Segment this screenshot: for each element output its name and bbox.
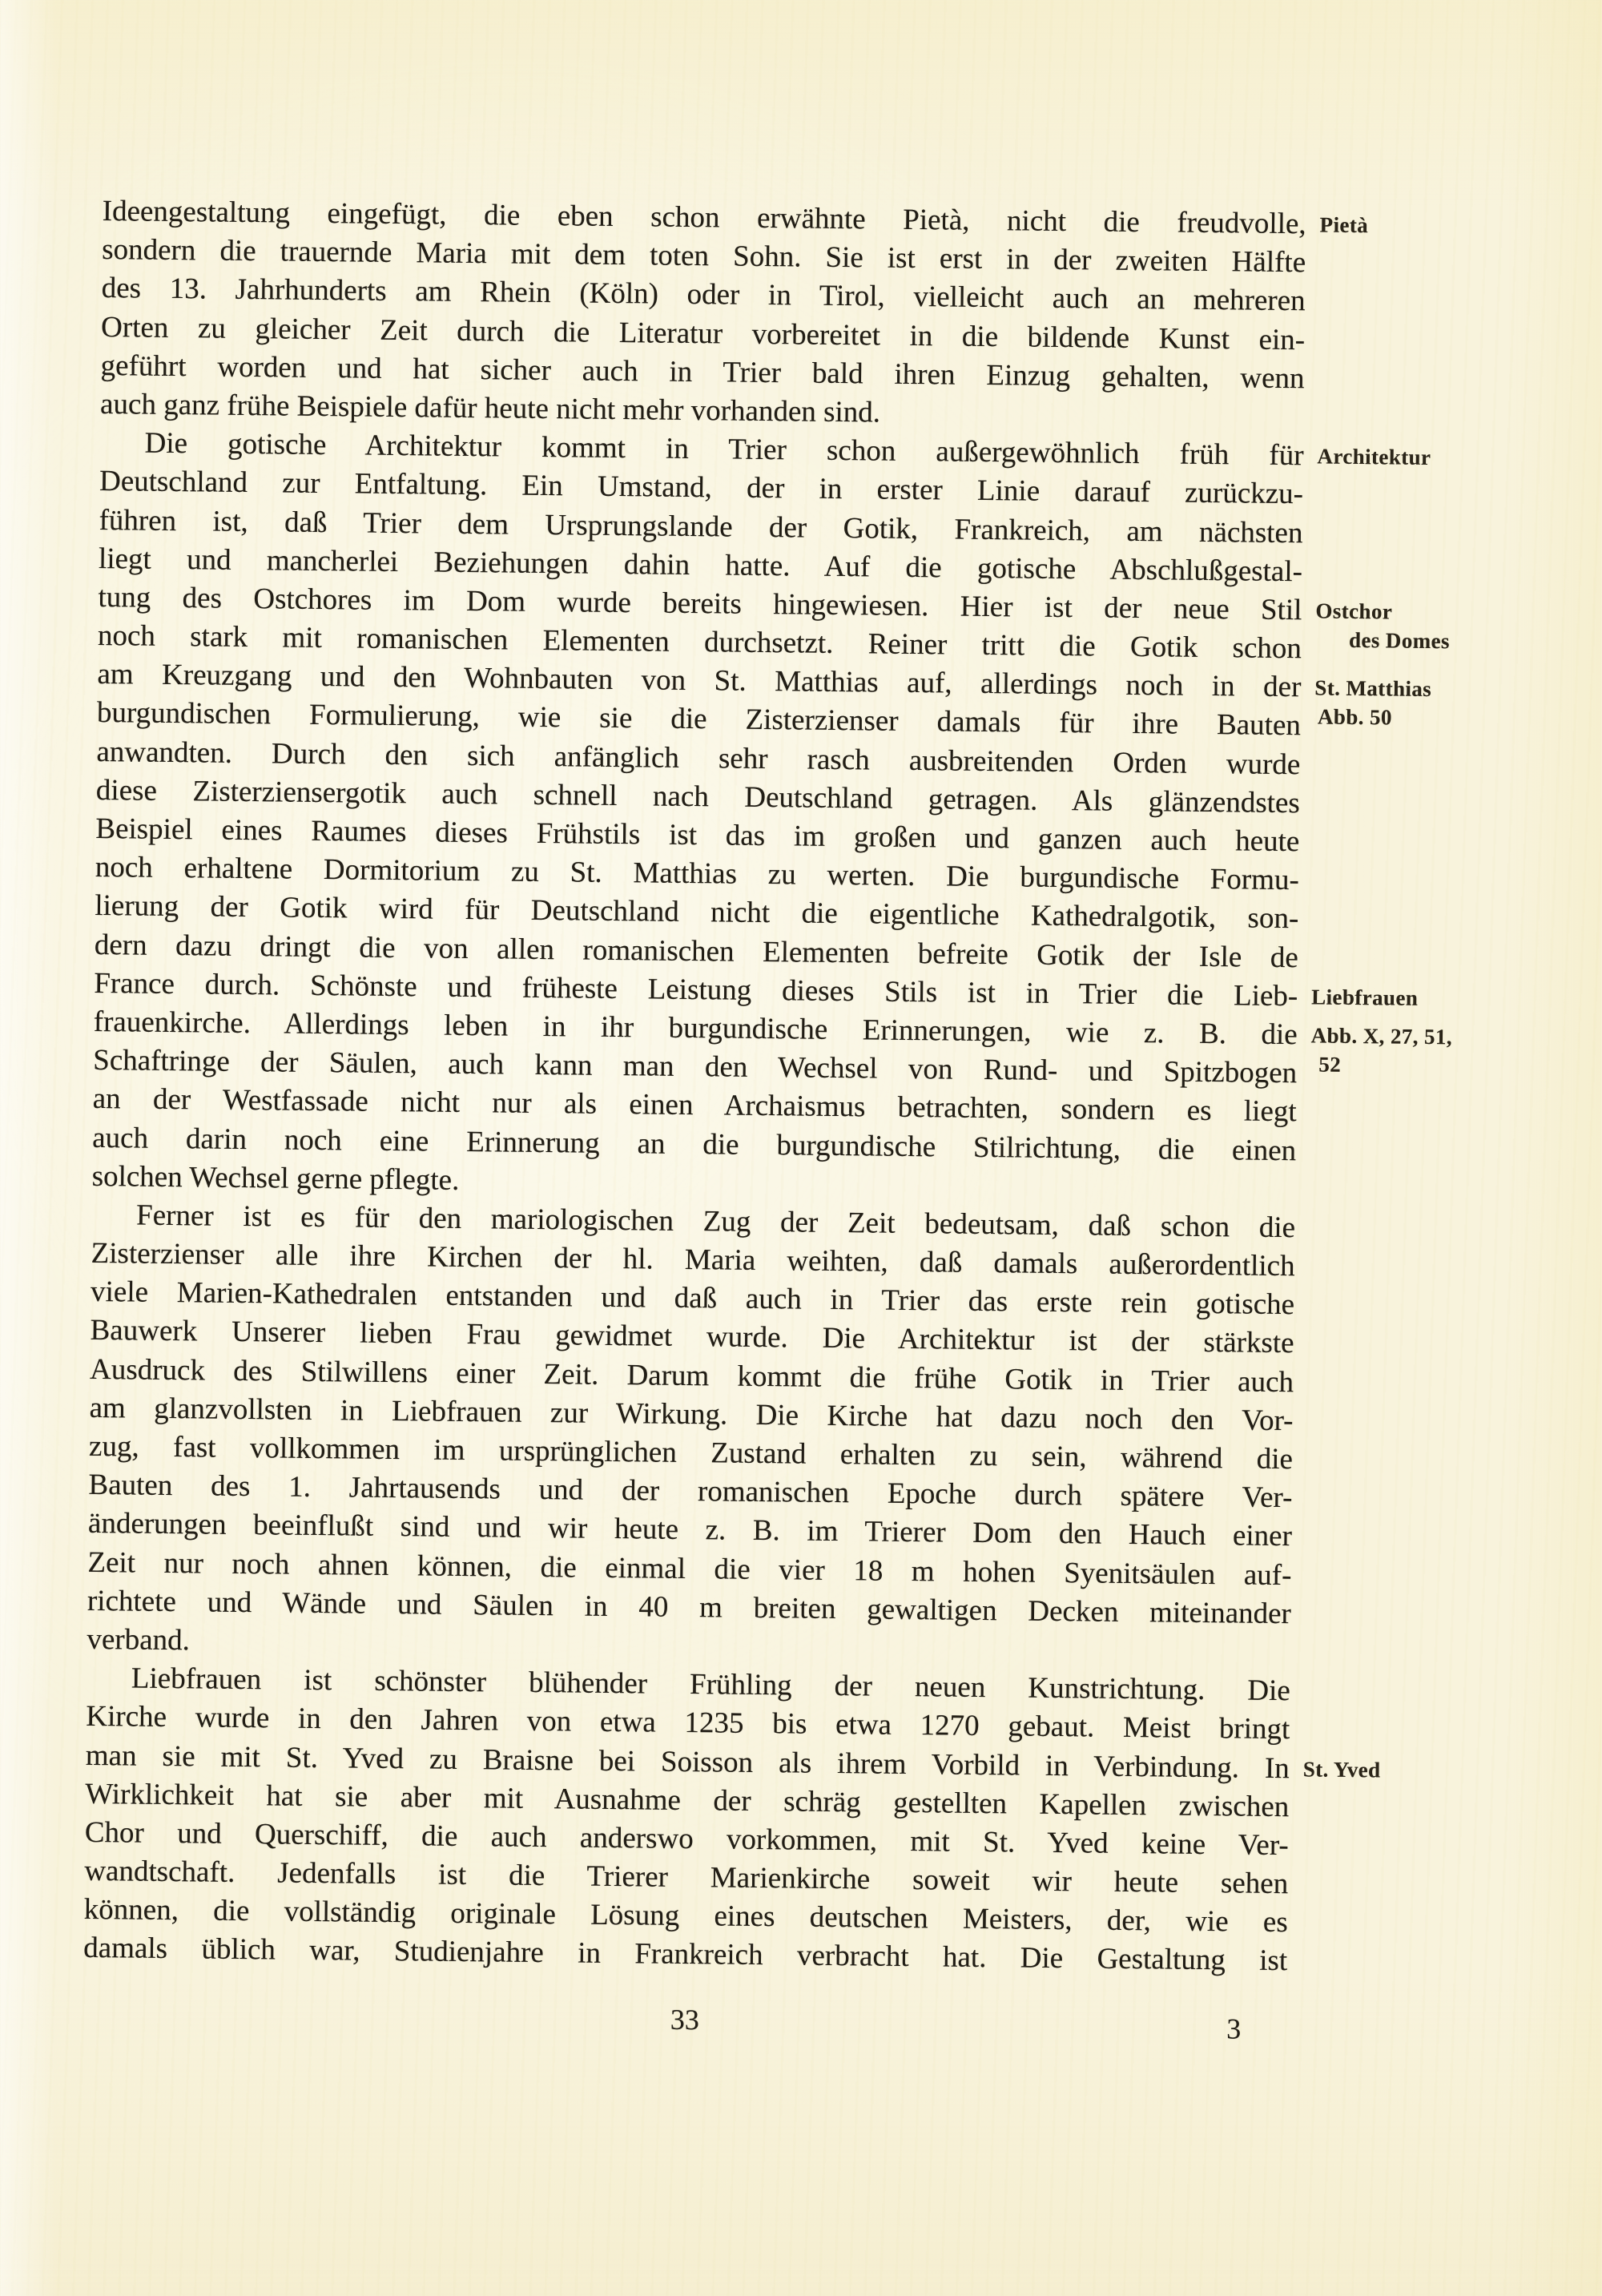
margin-note-row: 52 bbox=[1318, 1052, 1342, 1077]
text-line: Ferner ist es für den mariologischen Zug der Zeit bedeutsam, daß schon die bbox=[135, 1198, 1296, 1245]
text-line: geführt worden und hat sicher auch in Trier bald ihren Einzug gehalten, wenn bbox=[100, 348, 1305, 395]
text-line: am Kreuzgang und den Wohnbauten von St. Matthias auf, allerdings noch in der bbox=[97, 658, 1302, 704]
margin-note bbox=[1311, 982, 1418, 1012]
text-line: Zeit nur noch ahnen können, die einmal die vier 18 m hohen Syenitsäulen auf- bbox=[87, 1545, 1292, 1592]
text-line: Ideengestaltung eingefügt, die eben schon erwähnte Pietà, nicht die freudvolle, bbox=[102, 194, 1306, 241]
text-line: Die gotische Architektur kommt in Trier schon außergewöhnlich früh für bbox=[144, 426, 1304, 473]
text-line: Liebfrauen ist schönster blühender Frühling der neuen Kunstrichtung. Die bbox=[131, 1662, 1291, 1708]
text-block bbox=[83, 192, 1453, 2045]
text-line: liegt und mancherlei Beziehungen dahin hatte. Auf die gotische Abschlußgestal- bbox=[98, 542, 1303, 588]
margin-note-row: des Domes bbox=[1348, 627, 1451, 654]
margin-note-row: Ostchor bbox=[1315, 598, 1393, 624]
margin-note bbox=[1315, 596, 1451, 655]
text-line: Chor und Querschiff, die auch anderswo vorkommen, mit St. Yved keine Ver- bbox=[84, 1815, 1289, 1863]
text-line: noch erhaltene Dormitorium zu St. Matthias zu werten. Die burgundische Formu- bbox=[95, 851, 1300, 897]
text-line: führen ist, daß Trier dem Ursprungslande der Gotik, Frankreich, am nächsten bbox=[99, 503, 1303, 550]
margin-note-row: St. Yved bbox=[1302, 1757, 1381, 1782]
margin-note-row: Architektur bbox=[1317, 444, 1431, 470]
text-line: tung des Ostchores im Dom wurde bereits hingewiesen. Hier ist der neue Stil bbox=[98, 580, 1302, 627]
text-line: wandtschaft. Jedenfalls ist die Trierer Marienkirche soweit wir heute sehen bbox=[84, 1854, 1289, 1901]
margin-note bbox=[1303, 1754, 1381, 1784]
text-line: sondern die trauernde Maria mit dem toten Sohn. Sie ist erst in der zweiten Hälfte bbox=[102, 233, 1306, 280]
text-line: solchen Wechsel gerne pflegte. bbox=[91, 1159, 460, 1197]
text-line: Schaftringe der Säulen, auch kann man den Wechsel von Rund- und Spitzbogen bbox=[93, 1044, 1298, 1090]
margin-note-row: St. Matthias bbox=[1314, 675, 1432, 702]
text-line: Wirklichkeit hat sie aber mit Ausnahme der schräg gestellten Kapellen zwischen bbox=[85, 1777, 1290, 1823]
text-line: zug, fast vollkommen im ursprünglichen Zustand erhalten zu sein, während die bbox=[88, 1429, 1294, 1476]
text-line: Kirche wurde in den Jahren von etwa 1235 bis etwa 1270 gebaut. Meist bringt bbox=[86, 1700, 1290, 1746]
margin-note bbox=[1314, 674, 1432, 733]
margin-note bbox=[1319, 210, 1368, 240]
text-line: Bauten des 1. Jahrtausends und der romanischen Epoche durch spätere Ver- bbox=[88, 1468, 1293, 1515]
text-line: Beispiel eines Raumes dieses Frühstils ist das im großen und ganzen auch heute bbox=[95, 812, 1300, 859]
page-number-center: 33 bbox=[670, 2003, 700, 2036]
text-line: burgundischen Formulierung, wie sie die Zisterzienser damals für ihre Bauten bbox=[96, 696, 1302, 743]
margin-note-row: Abb. X, 27, 51, bbox=[1310, 1023, 1453, 1049]
text-line: Orten zu gleicher Zeit durch die Literatur vorbereitet in die bildende Kunst ein- bbox=[100, 310, 1306, 356]
text-line: Deutschland zur Entfaltung. Ein Umstand, der in erster Linie darauf zurückzu- bbox=[99, 465, 1304, 511]
text-line: man sie mit St. Yved zu Braisne bei Soisson als ihrem Vorbild in Verbindung. In bbox=[85, 1738, 1290, 1785]
text-line: Bauwerk Unserer lieben Frau gewidmet wurde. Die Architektur ist der stärkste bbox=[90, 1314, 1294, 1360]
paragraph bbox=[91, 424, 1303, 1209]
margin-notes bbox=[1302, 205, 1602, 1782]
paragraph bbox=[87, 1196, 1295, 1672]
text-line: können, die vollständig originale Lösung eines deutschen Meisters, der, wie es bbox=[83, 1893, 1288, 1940]
text-line: richtete und Wände und Säulen in 40 m breiten gewaltigen Decken miteinander bbox=[87, 1584, 1292, 1630]
text-line: frauenkirche. Allerdings leben in ihr burgundische Erinnerungen, wie z. B. die bbox=[93, 1005, 1298, 1052]
text-line: viele Marien-Kathedralen entstanden und daß auch in Trier das erste rein gotische bbox=[90, 1275, 1295, 1322]
text-line: diese Zisterziensergotik auch schnell nach Deutschland getragen. Als glänzendstes bbox=[95, 773, 1301, 820]
margin-note-row: Liebfrauen bbox=[1311, 985, 1419, 1010]
text-line: Zisterzienser alle ihre Kirchen der hl. Maria weihten, daß damals außerordentlich bbox=[91, 1236, 1295, 1283]
page-number-right: 3 bbox=[1226, 2012, 1242, 2045]
text-line: France durch. Schönste und früheste Leistung dieses Stils ist in Trier die Lieb- bbox=[94, 966, 1298, 1013]
text-line: dern dazu dringt die von allen romanischen Elementen befreite Gotik der Isle de bbox=[94, 928, 1298, 974]
text-line: an der Westfassade nicht nur als einen Archaismus betrachten, sondern es liegt bbox=[92, 1082, 1297, 1129]
text-line: anwandten. Durch den sich anfänglich sehr rasch ausbreitenden Orden wurde bbox=[96, 735, 1301, 781]
text-line: auch ganz frühe Beispiele dafür heute nicht mehr vorhanden sind. bbox=[99, 387, 881, 429]
margin-note bbox=[1310, 1021, 1452, 1081]
text-line: änderungen beeinflußt sind und wir heute z. B. im Trierer Dom den Hauch einer bbox=[87, 1507, 1293, 1553]
margin-note-row: Abb. 50 bbox=[1317, 704, 1393, 730]
paragraph bbox=[83, 1659, 1290, 1981]
page-footer bbox=[83, 1996, 1287, 2057]
paragraph bbox=[100, 192, 1306, 437]
text-line: damals üblich war, Studienjahre in Frankreich verbracht hat. Die Gestaltung ist bbox=[83, 1931, 1288, 1978]
text-line: Ausdruck des Stilwillens einer Zeit. Darum kommt die frühe Gotik in Trier auch bbox=[89, 1352, 1294, 1399]
text-line: noch stark mit romanischen Elementen durchsetzt. Reiner tritt die Gotik schon bbox=[97, 619, 1302, 666]
text-line: auch darin noch eine Erinnerung an die burgundische Stilrichtung, die einen bbox=[92, 1121, 1297, 1167]
text-line: des 13. Jahrhunderts am Rhein (Köln) oder in Tirol, vielleicht auch an mehreren bbox=[101, 272, 1306, 318]
margin-note bbox=[1317, 442, 1431, 473]
text-line: verband. bbox=[87, 1622, 191, 1658]
margin-note-row: Pietà bbox=[1319, 212, 1369, 238]
text-line: am glanzvollsten in Liebfrauen zur Wirkung. Die Kirche hat dazu noch den Vor- bbox=[89, 1391, 1294, 1437]
text-line: lierung der Gotik wird für Deutschland nicht die eigentliche Kathedralgotik, son- bbox=[95, 889, 1299, 936]
